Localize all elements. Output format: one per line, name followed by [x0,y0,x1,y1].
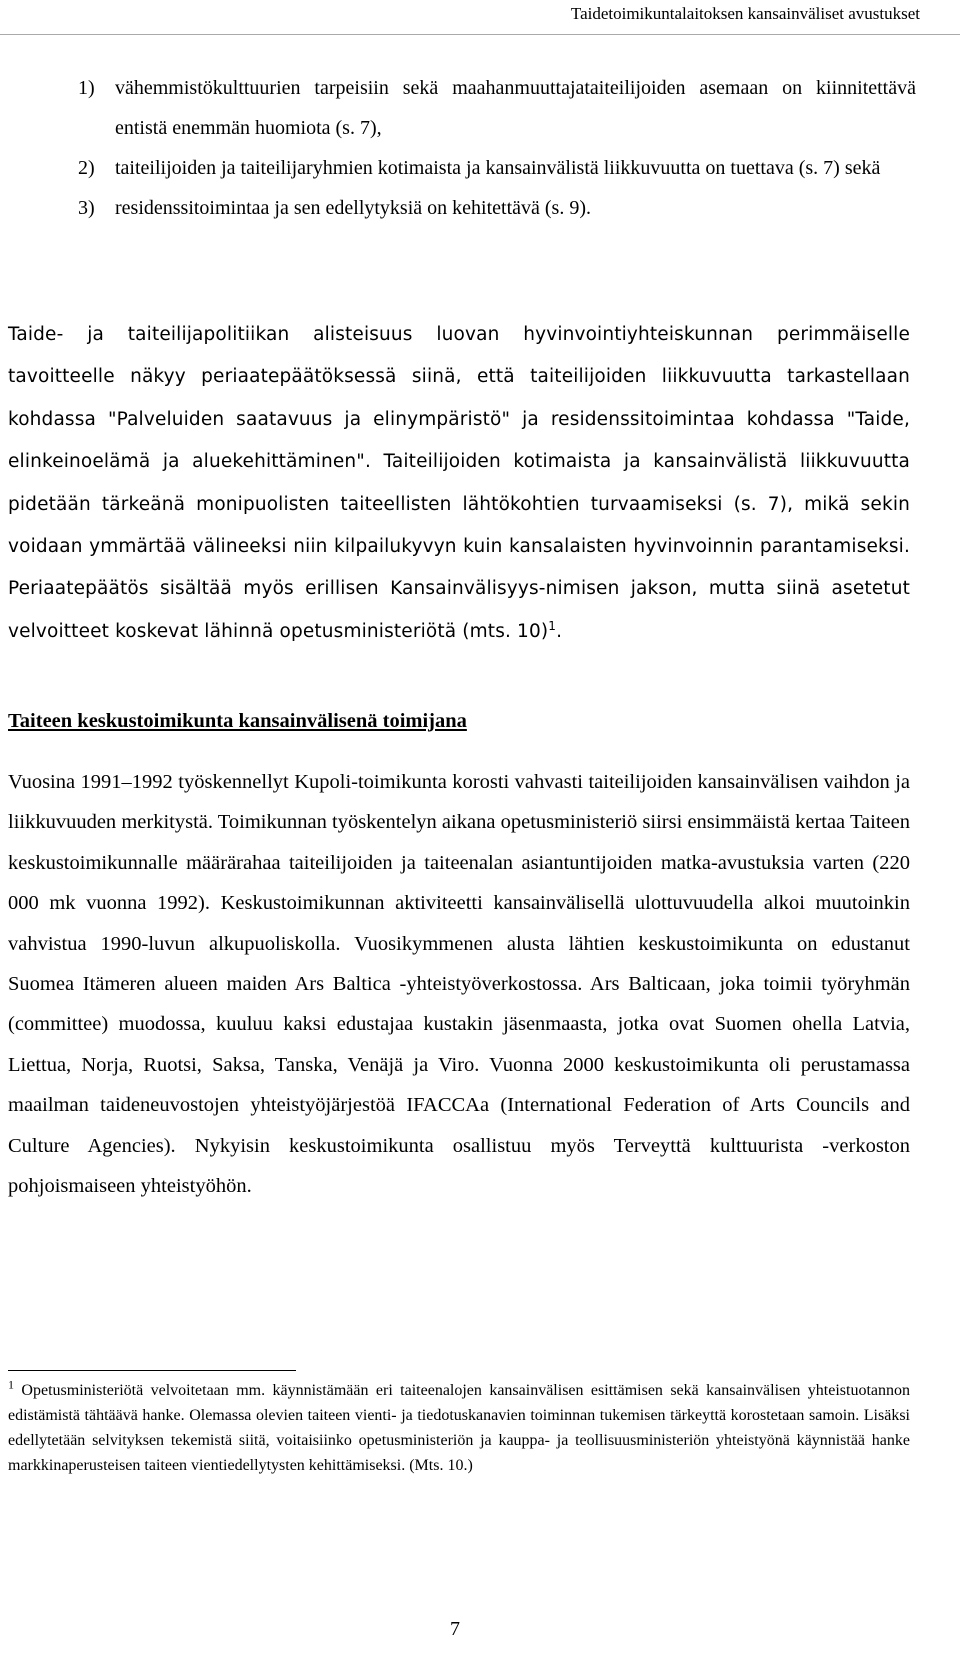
body-paragraph-policy [8,314,910,653]
list-item [78,68,916,148]
footnote [8,1378,910,1478]
page-number: 7 [450,1618,460,1640]
header-divider [0,34,960,35]
list-item-text: vähemmistökulttuurien tarpeisiin sekä maahanmuuttajataiteilijoiden asemaan on kiinnitettävä entistä enemmän huomiota (s. 7), [115,77,916,139]
list-item-number: 2) [78,157,95,179]
numbered-list [78,68,916,228]
list-item-text: taiteilijoiden ja taiteilijaryhmien kotimaista ja kansainvälistä liikkuvuutta on tuettava (s. 7) sekä [115,157,881,179]
running-header-title: Taidetoimikuntalaitoksen kansainväliset avustukset [570,4,920,23]
footnote-reference[interactable]: 1 [548,618,557,633]
running-header [0,0,960,30]
list-item-number: 3) [78,197,95,219]
footnote-marker: 1 [8,1377,14,1392]
list-item-text: residenssitoimintaa ja sen edellytyksiä on kehitettävä (s. 9). [115,197,591,219]
list-item [78,188,916,228]
paragraph-text: Taide- ja taiteilijapolitiikan alisteisuus luovan hyvinvointiyhteiskunnan perimmäiselle tavoitteelle näkyy periaatepäätöksessä siinä, että taiteilijoiden liikkuvuutta tarkastellaan kohdassa "Palveluiden saatavuus ja elinympäristö" ja residenssitoimintaa kohdassa "Taide, elinkeinoelämä ja aluekehittäminen". Taiteilijoiden kotimaista ja kansainvälistä liikkuvuutta pidetään tärkeänä monipuolisten taiteellisten lähtökohtien turvaamiseksi (s. 7), mikä sekin voidaan ymmärtää välineeksi niin kilpailukyvyn kuin kansalaisten hyvinvoinnin parantamiseksi. Periaatepäätös sisältää myös erillisen Kansainvälisyys-nimisen jakson, mutta siinä asetetut velvoitteet koskevat lähinnä opetusministeriötä (mts. 10) [8,324,910,642]
footnote-divider [8,1370,296,1371]
section-heading: Taiteen keskustoimikunta kansainvälisenä toimijana [8,710,467,732]
footnote-text: Opetusministeriötä velvoitetaan mm. käynnistämään eri taiteenalojen kansainvälisen esittämisen sekä kansainvälisen yhteistuotannon edistämistä tähtäävä hanke. Olemassa olevien taiteen vienti- ja tiedotuskanavien toiminnan tukemisen tärkeyttä korostetaan samoin. Lisäksi edellytetään selvityksen tekemistä siitä, voitaisiinko opetusministeriön ja kauppa- ja teollisuusministeriön yhteistyönä käynnistää hanke markkinaperusteisen taiteen vientiedellytysten kehittämiseksi. (Mts. 10.) [8,1382,910,1474]
paragraph-end: . [556,620,563,642]
list-item-number: 1) [78,77,95,99]
body-paragraph-section: Vuosina 1991–1992 työskennellyt Kupoli-toimikunta korosti vahvasti taiteilijoiden kansainvälisen vaihdon ja liikkuvuuden merkitystä. Toimikunnan työskentelyn aikana opetusministeriö siirsi ensimmäistä kertaa Taiteen keskustoimikunnalle määrärahaa taiteilijoiden ja taiteenalan asiantuntijoiden matka-avustuksia varten (220 000 mk vuonna 1992). Keskustoimikunnan aktiviteetti kansainvälisellä ulottuvuudella alkoi muutoinkin vahvistua 1990-luvun alkupuoliskolla. Vuosikymmenen alusta lähtien keskustoimikunta on edustanut Suomea Itämeren alueen maiden Ars Baltica -yhteistyöverkostossa. Ars Balticaan, joka toimii työryhmän (committee) muodossa, kuuluu kaksi edustajaa kustakin jäsenmaasta, jotka ovat Suomen ohella Latvia, Liettua, Norja, Ruotsi, Saksa, Tanska, Venäjä ja Viro. Vuonna 2000 keskustoimikunta oli perustamassa maailman taideneuvostojen yhteistyöjärjestöä IFACCAa (International Federation of Arts Councils and Culture Agencies). Nykyisin keskustoimikunta osallistuu myös Terveyttä kulttuurista -verkoston pohjoismaiseen yhteistyöhön. [8,771,910,1198]
list-item [78,148,916,188]
